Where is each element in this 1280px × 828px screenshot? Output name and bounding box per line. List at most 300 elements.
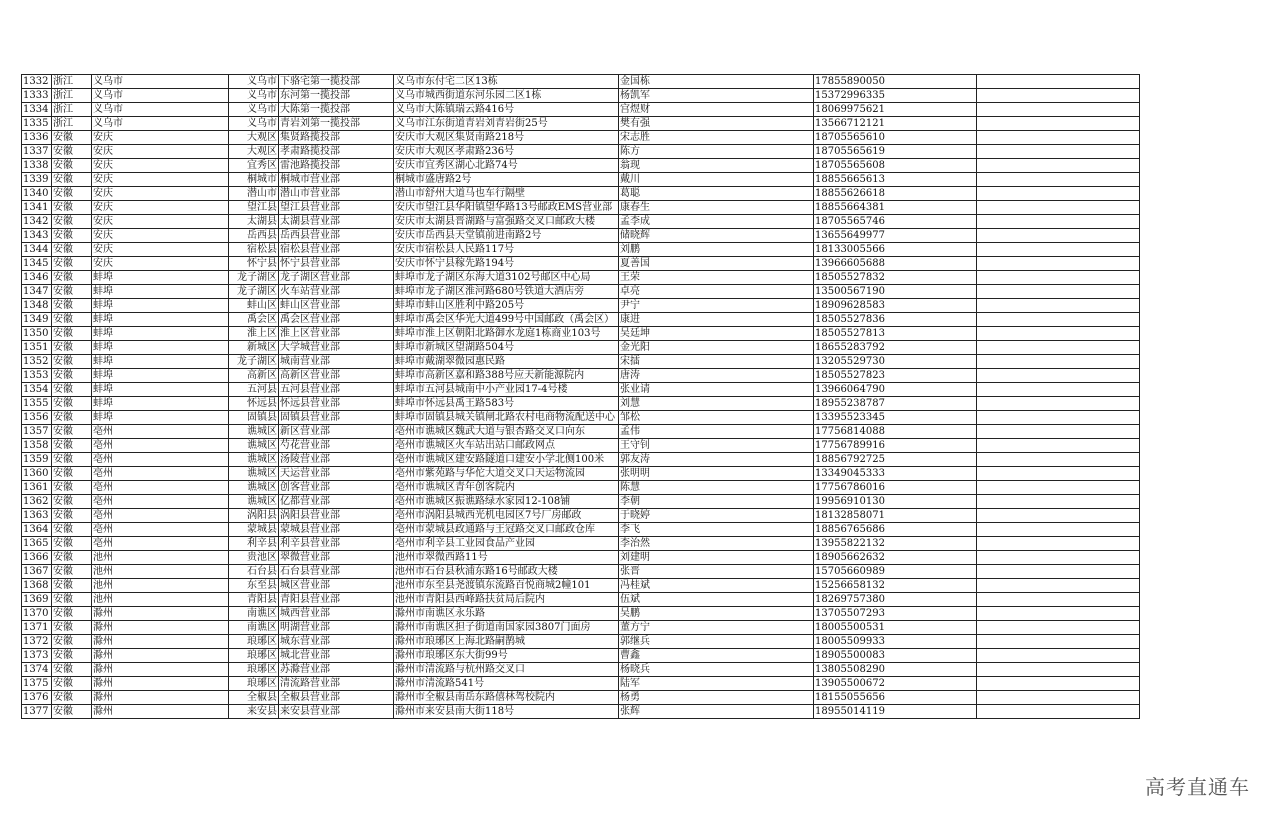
phone-cell: 15372996335: [814, 89, 977, 103]
city-cell: 义乌市: [92, 103, 229, 117]
outlet-name-cell: 桐城市营业部: [279, 173, 394, 187]
city-cell: 蚌埠: [92, 271, 229, 285]
table-row: [22, 439, 1140, 453]
province-cell: 安徽: [52, 509, 92, 523]
table-row: [22, 327, 1140, 341]
outlet-name-cell: 五河县营业部: [279, 383, 394, 397]
address-cell: 蚌埠市五河县城南中小产业园17-4号楼: [394, 383, 619, 397]
row-number-cell: 1360: [22, 467, 52, 481]
table-row: [22, 159, 1140, 173]
district-cell: 禹会区: [229, 313, 279, 327]
remark-cell: [977, 369, 1140, 383]
address-cell: 滁州市南谯区永乐路: [394, 607, 619, 621]
address-cell: 亳州市谯城区魏武大道与银杏路交叉口向东: [394, 425, 619, 439]
city-cell: 滁州: [92, 677, 229, 691]
address-cell: 蚌埠市蚌山区胜利中路205号: [394, 299, 619, 313]
district-cell: 东至县: [229, 579, 279, 593]
remark-cell: [977, 75, 1140, 89]
contact-name-cell: 杨勇: [619, 691, 814, 705]
address-cell: 桐城市盛唐路2号: [394, 173, 619, 187]
remark-cell: [977, 635, 1140, 649]
row-number-cell: 1376: [22, 691, 52, 705]
row-number-cell: 1353: [22, 369, 52, 383]
district-cell: 义乌市: [229, 117, 279, 131]
row-number-cell: 1371: [22, 621, 52, 635]
address-cell: 安庆市宿松县人民路117号: [394, 243, 619, 257]
province-cell: 安徽: [52, 453, 92, 467]
remark-cell: [977, 411, 1140, 425]
contact-name-cell: 夏善国: [619, 257, 814, 271]
row-number-cell: 1343: [22, 229, 52, 243]
address-cell: 蚌埠市固镇县城关镇闸北路农村电商物流配送中心: [394, 411, 619, 425]
district-cell: 大观区: [229, 131, 279, 145]
contact-name-cell: 储晓辉: [619, 229, 814, 243]
district-cell: 龙子湖区: [229, 355, 279, 369]
district-cell: 义乌市: [229, 75, 279, 89]
contact-name-cell: 唐涛: [619, 369, 814, 383]
city-cell: 滁州: [92, 705, 229, 719]
outlet-name-cell: 龙子湖区营业部: [279, 271, 394, 285]
phone-cell: 18505527836: [814, 313, 977, 327]
phone-cell: 18005500531: [814, 621, 977, 635]
remark-cell: [977, 621, 1140, 635]
remark-cell: [977, 117, 1140, 131]
table-row: [22, 383, 1140, 397]
province-cell: 安徽: [52, 607, 92, 621]
row-number-cell: 1335: [22, 117, 52, 131]
city-cell: 蚌埠: [92, 411, 229, 425]
address-cell: 滁州市琅琊区东大街99号: [394, 649, 619, 663]
row-number-cell: 1370: [22, 607, 52, 621]
table-row: [22, 341, 1140, 355]
phone-cell: 18905500083: [814, 649, 977, 663]
district-cell: 义乌市: [229, 103, 279, 117]
table-row: [22, 411, 1140, 425]
district-cell: 新城区: [229, 341, 279, 355]
remark-cell: [977, 327, 1140, 341]
province-cell: 安徽: [52, 551, 92, 565]
row-number-cell: 1377: [22, 705, 52, 719]
province-cell: 安徽: [52, 691, 92, 705]
province-cell: 安徽: [52, 369, 92, 383]
phone-cell: 18905662632: [814, 551, 977, 565]
phone-cell: 18155055656: [814, 691, 977, 705]
province-cell: 安徽: [52, 663, 92, 677]
remark-cell: [977, 453, 1140, 467]
table-row: [22, 397, 1140, 411]
district-cell: 来安县: [229, 705, 279, 719]
province-cell: 安徽: [52, 579, 92, 593]
address-cell: 蚌埠市高新区嘉和路388号应天新能源院内: [394, 369, 619, 383]
row-number-cell: 1354: [22, 383, 52, 397]
city-cell: 蚌埠: [92, 299, 229, 313]
phone-cell: 18705565746: [814, 215, 977, 229]
row-number-cell: 1362: [22, 495, 52, 509]
contact-name-cell: 邹松: [619, 411, 814, 425]
outlet-name-cell: 城北营业部: [279, 649, 394, 663]
phone-cell: 13966605688: [814, 257, 977, 271]
outlet-name-cell: 翠微营业部: [279, 551, 394, 565]
district-cell: 龙子湖区: [229, 285, 279, 299]
row-number-cell: 1375: [22, 677, 52, 691]
row-number-cell: 1365: [22, 537, 52, 551]
address-cell: 滁州市全椒县南岳东路僖林驾校院内: [394, 691, 619, 705]
contact-name-cell: 刘鹏: [619, 243, 814, 257]
table-row: [22, 243, 1140, 257]
address-cell: 亳州市谯城区青年创客院内: [394, 481, 619, 495]
contact-name-cell: 吴廷坤: [619, 327, 814, 341]
table-body: [22, 75, 1140, 719]
phone-cell: 18855665613: [814, 173, 977, 187]
contact-name-cell: 康春生: [619, 201, 814, 215]
contact-name-cell: 戴川: [619, 173, 814, 187]
table-row: [22, 425, 1140, 439]
province-cell: 安徽: [52, 411, 92, 425]
phone-cell: 18909628583: [814, 299, 977, 313]
address-cell: 安庆市大观区集贤南路218号: [394, 131, 619, 145]
outlet-name-cell: 来安县营业部: [279, 705, 394, 719]
table-row: [22, 579, 1140, 593]
outlet-name-cell: 涡阳县营业部: [279, 509, 394, 523]
outlet-name-cell: 创客营业部: [279, 481, 394, 495]
phone-cell: 18132858071: [814, 509, 977, 523]
remark-cell: [977, 229, 1140, 243]
city-cell: 安庆: [92, 187, 229, 201]
province-cell: 安徽: [52, 145, 92, 159]
remark-cell: [977, 705, 1140, 719]
phone-cell: 13655649977: [814, 229, 977, 243]
address-cell: 蚌埠市禹会区华光大道499号中国邮政（禹会区）: [394, 313, 619, 327]
remark-cell: [977, 509, 1140, 523]
outlet-name-cell: 清流路营业部: [279, 677, 394, 691]
contact-name-cell: 王守钊: [619, 439, 814, 453]
row-number-cell: 1363: [22, 509, 52, 523]
row-number-cell: 1342: [22, 215, 52, 229]
table-row: [22, 705, 1140, 719]
province-cell: 安徽: [52, 635, 92, 649]
province-cell: 安徽: [52, 215, 92, 229]
city-cell: 亳州: [92, 425, 229, 439]
contact-name-cell: 董方宁: [619, 621, 814, 635]
outlet-name-cell: 天运营业部: [279, 467, 394, 481]
contact-name-cell: 刘建明: [619, 551, 814, 565]
row-number-cell: 1337: [22, 145, 52, 159]
contact-name-cell: 吴鹏: [619, 607, 814, 621]
address-cell: 池州市翠微西路11号: [394, 551, 619, 565]
remark-cell: [977, 481, 1140, 495]
province-cell: 浙江: [52, 103, 92, 117]
city-cell: 滁州: [92, 621, 229, 635]
row-number-cell: 1356: [22, 411, 52, 425]
contact-name-cell: 冯桂斌: [619, 579, 814, 593]
phone-cell: 18855664381: [814, 201, 977, 215]
remark-cell: [977, 383, 1140, 397]
outlet-table: [21, 74, 1140, 719]
contact-name-cell: 杨晓兵: [619, 663, 814, 677]
district-cell: 涡阳县: [229, 509, 279, 523]
table-row: [22, 89, 1140, 103]
district-cell: 石台县: [229, 565, 279, 579]
phone-cell: 18705565608: [814, 159, 977, 173]
remark-cell: [977, 215, 1140, 229]
province-cell: 安徽: [52, 257, 92, 271]
address-cell: 滁州市琅琊区上海北路嗣鹊城: [394, 635, 619, 649]
contact-name-cell: 孟伟: [619, 425, 814, 439]
city-cell: 亳州: [92, 453, 229, 467]
row-number-cell: 1350: [22, 327, 52, 341]
address-cell: 蚌埠市戴湖翠微园惠民路: [394, 355, 619, 369]
address-cell: 义乌市江东街道青岩刘青岩街25号: [394, 117, 619, 131]
table-row: [22, 299, 1140, 313]
remark-cell: [977, 663, 1140, 677]
row-number-cell: 1338: [22, 159, 52, 173]
city-cell: 亳州: [92, 537, 229, 551]
address-cell: 义乌市城西街道东河乐园二区1栋: [394, 89, 619, 103]
province-cell: 安徽: [52, 705, 92, 719]
table-row: [22, 635, 1140, 649]
phone-cell: 13349045333: [814, 467, 977, 481]
outlet-name-cell: 东河第一揽投部: [279, 89, 394, 103]
table-row: [22, 187, 1140, 201]
remark-cell: [977, 285, 1140, 299]
province-cell: 安徽: [52, 481, 92, 495]
outlet-name-cell: 石台县营业部: [279, 565, 394, 579]
remark-cell: [977, 439, 1140, 453]
watermark-logo: 高考直通车: [1145, 775, 1250, 799]
contact-name-cell: 陈慧: [619, 481, 814, 495]
district-cell: 南谯区: [229, 607, 279, 621]
phone-cell: 13805508290: [814, 663, 977, 677]
row-number-cell: 1359: [22, 453, 52, 467]
contact-name-cell: 宋擂: [619, 355, 814, 369]
outlet-name-cell: 亿都营业部: [279, 495, 394, 509]
city-cell: 蚌埠: [92, 383, 229, 397]
contact-name-cell: 张明明: [619, 467, 814, 481]
table-row: [22, 551, 1140, 565]
address-cell: 池州市东至县尧渡镇东流路百悦商城2幢101: [394, 579, 619, 593]
district-cell: 谯城区: [229, 425, 279, 439]
outlet-name-cell: 青岩刘第一揽投部: [279, 117, 394, 131]
province-cell: 安徽: [52, 677, 92, 691]
remark-cell: [977, 607, 1140, 621]
contact-name-cell: 曹鑫: [619, 649, 814, 663]
row-number-cell: 1334: [22, 103, 52, 117]
city-cell: 安庆: [92, 131, 229, 145]
province-cell: 安徽: [52, 173, 92, 187]
phone-cell: 13905500672: [814, 677, 977, 691]
province-cell: 安徽: [52, 523, 92, 537]
outlet-name-cell: 高新区营业部: [279, 369, 394, 383]
contact-name-cell: 伍斌: [619, 593, 814, 607]
phone-cell: 17855890050: [814, 75, 977, 89]
row-number-cell: 1332: [22, 75, 52, 89]
address-cell: 潜山市舒州大道马也车行隔壁: [394, 187, 619, 201]
contact-name-cell: 张晋: [619, 565, 814, 579]
row-number-cell: 1373: [22, 649, 52, 663]
contact-name-cell: 于晓婷: [619, 509, 814, 523]
address-cell: 蚌埠市龙子湖区淮河路680号铁道大酒店旁: [394, 285, 619, 299]
outlet-name-cell: 大陈第一揽投部: [279, 103, 394, 117]
district-cell: 琅琊区: [229, 635, 279, 649]
remark-cell: [977, 551, 1140, 565]
outlet-name-cell: 怀远县营业部: [279, 397, 394, 411]
address-cell: 亳州市谯城区建安路隧道口建安小学北侧100米: [394, 453, 619, 467]
province-cell: 安徽: [52, 327, 92, 341]
row-number-cell: 1357: [22, 425, 52, 439]
phone-cell: 13705507293: [814, 607, 977, 621]
district-cell: 潜山市: [229, 187, 279, 201]
row-number-cell: 1333: [22, 89, 52, 103]
outlet-name-cell: 城南营业部: [279, 355, 394, 369]
district-cell: 龙子湖区: [229, 271, 279, 285]
city-cell: 蚌埠: [92, 341, 229, 355]
phone-cell: 18856765686: [814, 523, 977, 537]
city-cell: 蚌埠: [92, 285, 229, 299]
province-cell: 安徽: [52, 285, 92, 299]
remark-cell: [977, 201, 1140, 215]
district-cell: 望江县: [229, 201, 279, 215]
row-number-cell: 1339: [22, 173, 52, 187]
outlet-name-cell: 集贤路揽投部: [279, 131, 394, 145]
province-cell: 安徽: [52, 439, 92, 453]
province-cell: 浙江: [52, 75, 92, 89]
address-cell: 滁州市来安县南大街118号: [394, 705, 619, 719]
outlet-name-cell: 苏滁营业部: [279, 663, 394, 677]
contact-name-cell: 郭继兵: [619, 635, 814, 649]
phone-cell: 18705565610: [814, 131, 977, 145]
city-cell: 安庆: [92, 257, 229, 271]
outlet-name-cell: 火车站营业部: [279, 285, 394, 299]
address-cell: 滁州市清流路与杭州路交叉口: [394, 663, 619, 677]
remark-cell: [977, 677, 1140, 691]
remark-cell: [977, 523, 1140, 537]
address-cell: 亳州市蒙城县政通路与王冠路交叉口邮政仓库: [394, 523, 619, 537]
table-row: [22, 663, 1140, 677]
province-cell: 安徽: [52, 271, 92, 285]
city-cell: 蚌埠: [92, 327, 229, 341]
city-cell: 亳州: [92, 467, 229, 481]
city-cell: 亳州: [92, 523, 229, 537]
table-row: [22, 607, 1140, 621]
row-number-cell: 1355: [22, 397, 52, 411]
remark-cell: [977, 103, 1140, 117]
district-cell: 淮上区: [229, 327, 279, 341]
row-number-cell: 1368: [22, 579, 52, 593]
table-row: [22, 691, 1140, 705]
row-number-cell: 1349: [22, 313, 52, 327]
remark-cell: [977, 467, 1140, 481]
city-cell: 亳州: [92, 439, 229, 453]
outlet-name-cell: 怀宁县营业部: [279, 257, 394, 271]
phone-cell: 18856792725: [814, 453, 977, 467]
table-row: [22, 285, 1140, 299]
address-cell: 安庆市宜秀区湖心北路74号: [394, 159, 619, 173]
outlet-name-cell: 汤陵营业部: [279, 453, 394, 467]
district-cell: 谯城区: [229, 481, 279, 495]
outlet-name-cell: 城区营业部: [279, 579, 394, 593]
phone-cell: 18705565619: [814, 145, 977, 159]
address-cell: 亳州市谯城区火车站出站口邮政网点: [394, 439, 619, 453]
district-cell: 宜秀区: [229, 159, 279, 173]
address-cell: 义乌市大陈镇瑞云路416号: [394, 103, 619, 117]
address-cell: 亳州市谯城区振谯路绿水家园12-108铺: [394, 495, 619, 509]
province-cell: 安徽: [52, 355, 92, 369]
contact-name-cell: 宋志胜: [619, 131, 814, 145]
city-cell: 蚌埠: [92, 313, 229, 327]
district-cell: 琅琊区: [229, 677, 279, 691]
row-number-cell: 1351: [22, 341, 52, 355]
phone-cell: 13955822132: [814, 537, 977, 551]
district-cell: 青阳县: [229, 593, 279, 607]
district-cell: 谯城区: [229, 495, 279, 509]
remark-cell: [977, 131, 1140, 145]
remark-cell: [977, 649, 1140, 663]
address-cell: 安庆市望江县华阳镇望华路13号邮政EMS营业部: [394, 201, 619, 215]
row-number-cell: 1358: [22, 439, 52, 453]
district-cell: 怀远县: [229, 397, 279, 411]
outlet-name-cell: 孝肃路揽投部: [279, 145, 394, 159]
phone-cell: 17756786016: [814, 481, 977, 495]
contact-name-cell: 杨凯军: [619, 89, 814, 103]
city-cell: 安庆: [92, 159, 229, 173]
phone-cell: 18655283792: [814, 341, 977, 355]
outlet-name-cell: 新区营业部: [279, 425, 394, 439]
row-number-cell: 1341: [22, 201, 52, 215]
city-cell: 亳州: [92, 481, 229, 495]
phone-cell: 18069975621: [814, 103, 977, 117]
contact-name-cell: 卓亮: [619, 285, 814, 299]
district-cell: 蒙城县: [229, 523, 279, 537]
remark-cell: [977, 159, 1140, 173]
district-cell: 琅琊区: [229, 663, 279, 677]
outlet-name-cell: 城西营业部: [279, 607, 394, 621]
row-number-cell: 1364: [22, 523, 52, 537]
phone-cell: 18505527813: [814, 327, 977, 341]
row-number-cell: 1369: [22, 593, 52, 607]
contact-name-cell: 翁现: [619, 159, 814, 173]
phone-cell: 18955014119: [814, 705, 977, 719]
phone-cell: 18005509933: [814, 635, 977, 649]
phone-cell: 18133005566: [814, 243, 977, 257]
city-cell: 池州: [92, 579, 229, 593]
phone-cell: 18505527832: [814, 271, 977, 285]
contact-name-cell: 张业请: [619, 383, 814, 397]
remark-cell: [977, 565, 1140, 579]
address-cell: 义乌市东付宅二区13栋: [394, 75, 619, 89]
province-cell: 安徽: [52, 467, 92, 481]
outlet-name-cell: 芍花营业部: [279, 439, 394, 453]
city-cell: 安庆: [92, 173, 229, 187]
table-row: [22, 453, 1140, 467]
city-cell: 池州: [92, 551, 229, 565]
table-row: [22, 621, 1140, 635]
table-row: [22, 593, 1140, 607]
district-cell: 义乌市: [229, 89, 279, 103]
table-row: [22, 173, 1140, 187]
contact-name-cell: 李治然: [619, 537, 814, 551]
outlet-name-cell: 蒙城县营业部: [279, 523, 394, 537]
contact-name-cell: 张辉: [619, 705, 814, 719]
remark-cell: [977, 537, 1140, 551]
row-number-cell: 1344: [22, 243, 52, 257]
outlet-name-cell: 下骆宅第一揽投部: [279, 75, 394, 89]
row-number-cell: 1374: [22, 663, 52, 677]
district-cell: 利辛县: [229, 537, 279, 551]
address-cell: 安庆市岳西县天堂镇前进南路2号: [394, 229, 619, 243]
address-cell: 安庆市怀宁县稼先路194号: [394, 257, 619, 271]
phone-cell: 18855626618: [814, 187, 977, 201]
outlet-name-cell: 大学城营业部: [279, 341, 394, 355]
